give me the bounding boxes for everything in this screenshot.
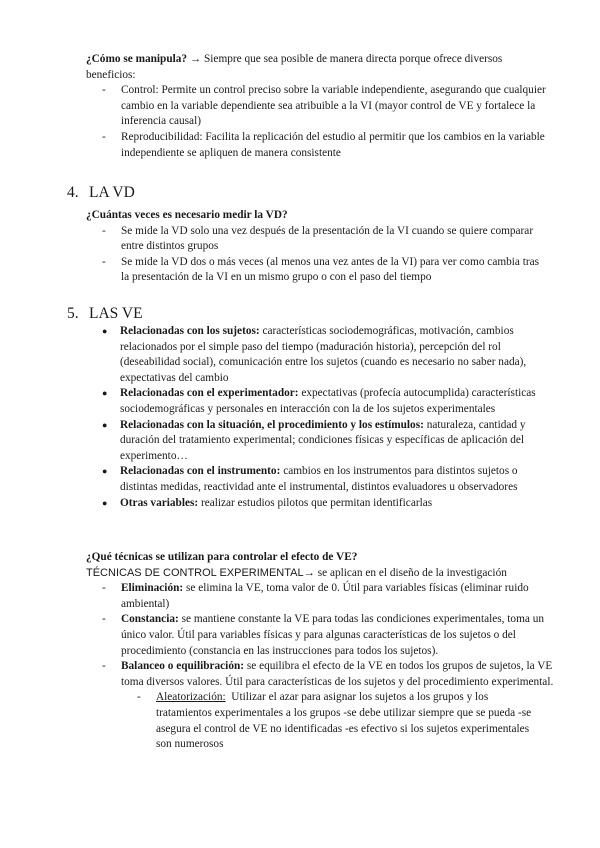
control-block [86, 550, 556, 753]
list-item [99, 386, 551, 417]
item-label: Relacionadas con el instrumento: [120, 465, 281, 478]
vd-block [86, 208, 548, 286]
list-item: - Se mide la VD solo una vez después de la presentación de la VI cuando se quiere comparar entre distintos grupos [102, 224, 548, 255]
item-label: Otras variables: [120, 496, 199, 509]
item-text: realizar estudios pilotos que permitan identificarlas [200, 496, 433, 509]
item-text: Utilizar el azar para asignar los sujetos a los grupos y los tratamientos experimentales a los grupos -se debe utilizar siempre que se pueda -se asegura el control de VE no identificadas -es efectivo si los sujetos experimentales son numerosos [156, 691, 532, 751]
item-label: Aleatorización: [156, 691, 226, 704]
manipula-paragraph [86, 52, 548, 83]
item-text: características sociodemográficas, motivación, cambios relacionados por el simple paso del tiempo (maduración historia), percepción del rol (deseabilidad social), comunicación entre los sujetos (cuando es necesario no saber nada), expectativas del cambio [120, 325, 527, 384]
section-number: 5. [67, 305, 79, 322]
item-label: Relacionadas con los sujetos: [120, 325, 260, 337]
list-item [99, 324, 551, 386]
item-text: expectativas (profecía autocumplida) características sociodemográficas y personales en interacción con la de los sujetos experimentales [120, 387, 536, 415]
item-text: cambios en los instrumentos para distintos sujetos o distintas medidas, reactividad ante el instrumental, distintos evaluadores u observadores [120, 465, 518, 493]
control-heading-line [86, 566, 556, 582]
list-item [99, 464, 551, 495]
section-title: LAS VE [89, 305, 143, 322]
vd-question: ¿Cuántas veces es necesario medir la VD? [86, 209, 288, 221]
ve-block [99, 324, 551, 511]
list-item [137, 690, 535, 752]
manipula-question: ¿Cómo se manipula? [86, 53, 188, 65]
list-item [99, 496, 551, 512]
item-label: Relacionadas con el experimentador: [120, 387, 299, 400]
manipula-answer: → Siempre que sea posible de manera directa porque ofrece diversos beneficios: [86, 53, 503, 81]
item-label: Relacionadas con la situación, el procedimiento y los estímulos: [120, 418, 424, 431]
item-text: naturaleza, cantidad y duración del tratamiento experimental; condiciones físicas y específicas de aplicación del experimento… [120, 418, 526, 462]
ve-list [99, 324, 551, 511]
item-label: Constancia: [121, 613, 179, 626]
control-heading: TÉCNICAS DE CONTROL EXPERIMENTAL [86, 566, 304, 579]
item-label: Eliminación: [121, 582, 184, 595]
item-label: Balanceo o equilibración: [121, 660, 245, 673]
item-text: se elimina la VE, toma valor de 0. Útil para variables físicas (eliminar ruido ambiental) [121, 582, 529, 610]
list-item: - Se mide la VD dos o más veces (al menos una vez antes de la VI) para ver como cambia tras la presentación de la VI en un mismo grupo o con el paso del tiempo [102, 255, 548, 286]
section-heading-ve [67, 304, 143, 324]
section-number: 4. [67, 184, 79, 201]
item-text: se equilibra el efecto de la VE en todos los grupos de sujetos, la VE toma diversos valores. Útil para características de los sujetos y del procedimiento experimental. [121, 660, 554, 688]
control-heading-suffix: → se aplican en el diseño de la investigación [303, 566, 507, 579]
section-title: LA VD [89, 184, 135, 201]
control-sublist [137, 690, 535, 752]
manipula-block [86, 52, 548, 161]
control-list [102, 581, 556, 753]
list-item [99, 418, 551, 465]
list-item [102, 581, 556, 612]
manipula-list [102, 83, 548, 161]
list-item [102, 659, 556, 753]
section-heading-vd [67, 183, 135, 203]
list-item [102, 612, 556, 659]
list-item: - Control: Permite un control preciso sobre la variable independiente, asegurando que cualquier cambio en la variable dependiente sea atribuible a la VI (mayor control de VE y fortalece la inferencia causal) [102, 83, 548, 130]
vd-list [102, 224, 548, 286]
item-text: se mantiene constante la VE para todas las condiciones experimentales, toma un único valor. Útil para variables físicas y para algunas características de los sujetos o del procedimiento (constancia en las instrucciones para todos los sujetos). [121, 613, 545, 657]
control-question: ¿Qué técnicas se utilizan para controlar el efecto de VE? [86, 551, 358, 563]
list-item: - Reproducibilidad: Facilita la replicación del estudio al permitir que los cambios en la variable independiente se apliquen de manera consistente [102, 130, 548, 161]
